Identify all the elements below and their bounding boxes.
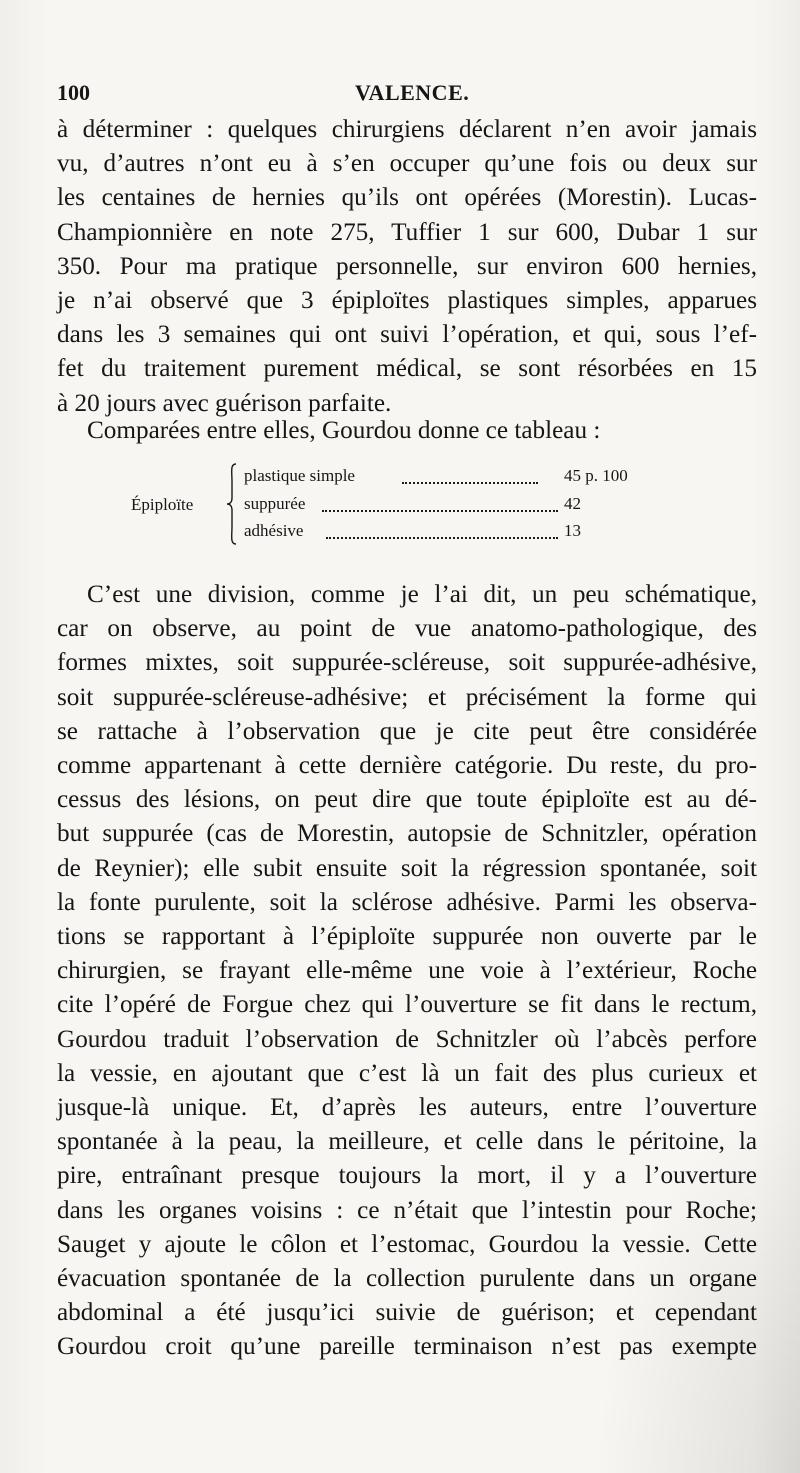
table-value: 45 p. 100 xyxy=(564,466,628,485)
text-line: jusque-là unique. Et, d’après les auteurs, entre l’ouverture xyxy=(57,1094,757,1122)
text-line: la vessie, en ajoutant que c’est là un fait des plus curieux et xyxy=(57,1059,757,1087)
text-line: Gourdou traduit l’observation de Schnitzler où l’abcès perfore xyxy=(57,1025,757,1053)
table-category: adhésive xyxy=(244,521,304,540)
text-line: évacuation spontanée de la collection purulente dans un organe xyxy=(57,1265,757,1293)
paragraph-2 xyxy=(57,414,757,448)
text-line: la fonte purulente, soit la sclérose adhésive. Parmi les observa- xyxy=(57,888,757,916)
text-line: C’est une division, comme je l’ai dit, un peu schématique, xyxy=(87,581,757,608)
text-line: cite l’opéré de Forgue chez qui l’ouverture se fit dans le rectum, xyxy=(57,991,757,1019)
text-line: 350. Pour ma pratique personnelle, sur environ 600 hernies, xyxy=(57,252,757,280)
brace-icon xyxy=(226,462,238,546)
page-number: 100 xyxy=(57,80,90,105)
text-line: Comparées entre elles, Gourdou donne ce tableau : xyxy=(87,417,601,444)
text-line: les centaines de hernies qu’ils ont opérées (Morestin). Lucas- xyxy=(57,184,757,212)
leader-dots xyxy=(402,460,538,484)
table-value: 13 xyxy=(564,521,581,540)
text-line: fet du traitement purement médical, se sont résorbées en 15 xyxy=(57,355,757,383)
leader-dots xyxy=(322,488,558,512)
text-line: cessus des lésions, on peut dire que toute épiploïte est au dé- xyxy=(57,786,757,814)
text-line: but suppurée (cas de Morestin, autopsie de Schnitzler, opération xyxy=(57,820,757,848)
text-line: Sauget y ajoute le côlon et l’estomac, Gourdou la vessie. Cette xyxy=(57,1230,757,1258)
text-line: chirurgien, se frayant elle-même une voie à l’extérieur, Roche xyxy=(57,957,757,985)
text-line: se rattache à l’observation que je cite peut être considérée xyxy=(57,717,757,745)
text-line: pire, entraînant presque toujours la mort, il y a l’ouverture xyxy=(57,1162,757,1190)
paragraph-1 xyxy=(57,113,757,421)
text-line: Gourdou croit qu’une pareille terminaison n’est pas exempte xyxy=(57,1333,757,1361)
text-line: Championnière en note 275, Tuffier 1 sur 600, Dubar 1 sur xyxy=(57,218,757,246)
text-line: soit suppurée-scléreuse-adhésive; et précisément la forme qui xyxy=(57,683,757,711)
text-line: formes mixtes, soit suppurée-scléreuse, soit suppurée-adhésive, xyxy=(57,649,757,677)
text-line: de Reynier); elle subit ensuite soit la régression spontanée, soit xyxy=(57,854,757,882)
table-category: suppurée xyxy=(244,494,306,513)
running-head: VALENCE. xyxy=(355,80,470,105)
text-line: vu, d’autres n’ont eu à s’en occuper qu’une fois ou deux sur xyxy=(57,150,757,178)
statistics-table xyxy=(0,462,800,550)
paragraph-3 xyxy=(57,578,757,1365)
table-category: plastique simple xyxy=(244,466,355,485)
text-line: comme appartenant à cette dernière catégorie. Du reste, du pro- xyxy=(57,752,757,780)
text-line: dans les 3 semaines qui ont suivi l’opération, et qui, sous l’ef- xyxy=(57,321,757,349)
leader-dots xyxy=(326,515,558,539)
text-line: à 20 jours avec guérison parfaite. xyxy=(57,389,392,417)
table-row xyxy=(244,521,688,547)
text-line: dans les organes voisins : ce n’était que l’intestin pour Roche; xyxy=(57,1196,757,1224)
text-line: spontanée à la peau, la meilleure, et celle dans le péritoine, la xyxy=(57,1128,757,1156)
table-label: Épiploïte xyxy=(131,495,194,514)
text-line: je n’ai observé que 3 épiploïtes plastiques simples, apparues xyxy=(57,287,757,315)
page-header xyxy=(57,80,760,110)
text-line: à déterminer : quelques chirurgiens déclarent n’en avoir jamais xyxy=(57,116,757,143)
text-line: car on observe, au point de vue anatomo-pathologique, des xyxy=(57,615,757,643)
table-value: 42 xyxy=(564,494,581,513)
text-line: abdominal a été jusqu’ici suivie de guérison; et cependant xyxy=(57,1299,757,1327)
text-line: tions se rapportant à l’épiploïte suppurée non ouverte par le xyxy=(57,923,757,951)
